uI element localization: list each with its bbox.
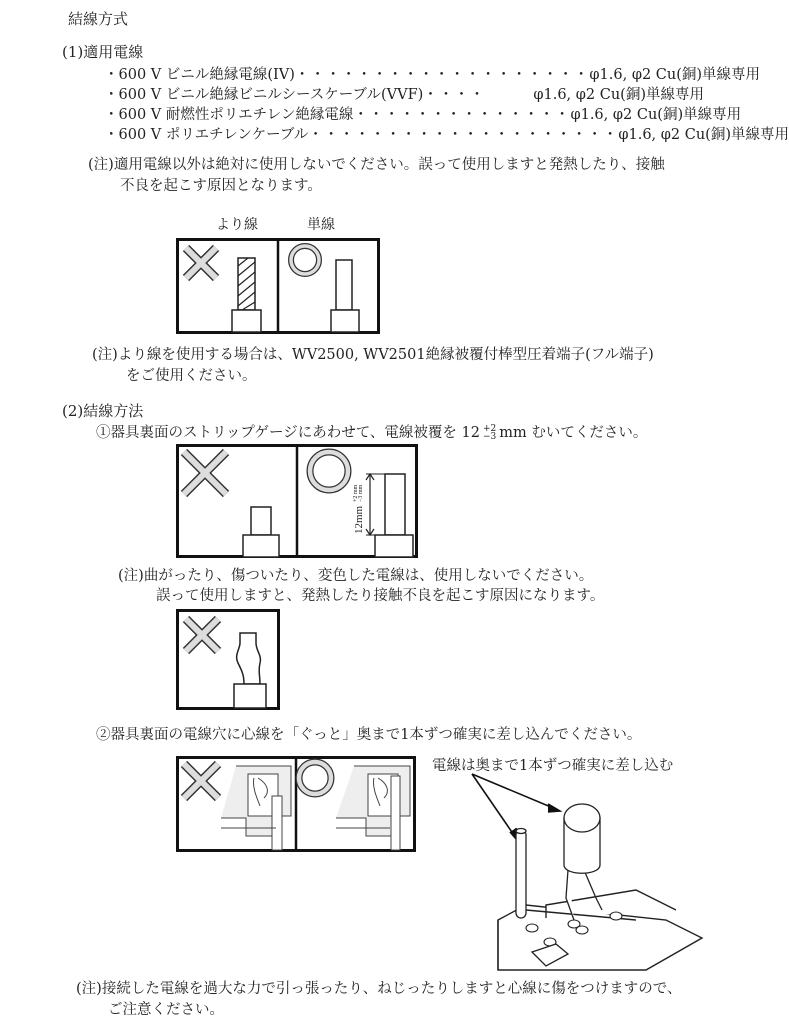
wire-name: ・600 V ビニル絶縁電線(IV): [104, 67, 295, 83]
note-pulling-force: (注)接続した電線を過大な力で引っ張ったり、ねじったりしますと心線に傷をつけますので、: [76, 981, 682, 997]
wire-item: [104, 63, 761, 83]
step1-suffix: mm むいてください。: [499, 425, 648, 441]
wire-spec: φ1.6, φ2 Cu(銅)単線専用: [533, 87, 704, 103]
note-pulling-force-cont: ご注意ください。: [108, 1002, 224, 1018]
leader-dots: ・・・・・・・・・・・・・・・・・・・: [294, 67, 590, 83]
note-stranded-terminal-cont: をご使用ください。: [126, 368, 257, 384]
step1-text: ①器具裏面のストリップゲージにあわせて、電線被覆を 12: [96, 425, 480, 441]
figure-insertion-illustration: [466, 770, 706, 970]
leader-dots: ・・・・・・・・・・・・・・: [353, 107, 571, 123]
wire-spec: φ1.6, φ2 Cu(銅)単線専用: [570, 107, 742, 123]
wire-spec: φ1.6, φ2 Cu(銅)単線専用: [618, 127, 789, 143]
wire-name: ・600 V 耐燃性ポリエチレン絶縁電線: [104, 107, 354, 123]
note-damaged-wire-cont: 誤って使用しますと、発熱したり接触不良を起こす原因になります。: [156, 588, 605, 604]
figure-stranded-vs-solid: [176, 238, 380, 334]
wire-name: ・600 V ビニル絶縁ビニルシースケーブル(VVF): [104, 87, 424, 103]
arrow-head-icon: [548, 804, 560, 812]
dimension-label: 12mm: [353, 505, 365, 534]
tolerance-minus: −3: [482, 432, 497, 442]
figure-bent-wire: [176, 609, 280, 710]
step1-instruction: [96, 421, 647, 442]
step2-instruction: ②器具裏面の電線穴に心線を「ぐっと」奥まで1本ずつ確実に差し込んでください。: [96, 727, 642, 743]
page-title: 結線方式: [68, 10, 129, 28]
leader-dots: ・・・・: [423, 87, 486, 103]
wire-item: [104, 123, 789, 143]
note-damaged-wire: (注)曲がったり、傷ついたり、変色した電線は、使用しないでください。: [118, 568, 594, 584]
wire-spec: φ1.6, φ2 Cu(銅)単線専用: [589, 67, 761, 83]
note-applicable-wire-cont: 不良を起こす原因となります。: [120, 178, 322, 194]
dimension-tolerance: +2 mm: [353, 484, 359, 502]
wire-name: ・600 V ポリエチレンケーブル: [104, 127, 309, 143]
insertion-callout: 電線は奥まで1本ずつ確実に差し込む: [432, 758, 674, 774]
wire-item: [104, 83, 704, 103]
label-stranded: より線: [216, 217, 258, 233]
note-applicable-wire: (注)適用電線以外は絶対に使用しないでください。誤って使用しますと発熱したり、接触: [88, 157, 665, 173]
section1-heading: (1)適用電線: [62, 43, 144, 61]
svg-text:−3 mm: −3 mm: [358, 484, 364, 502]
figure-insertion-section: [176, 756, 416, 852]
note-stranded-terminal: (注)より線を使用する場合は、WV2500, WV2501絶縁被覆付棒型圧着端子(フル端子): [92, 347, 654, 363]
straight-wire-icon: [516, 829, 526, 919]
section2-heading: (2)結線方法: [62, 402, 144, 420]
leader-dots: ・・・・・・・・・・・・・・・・・・・・: [308, 127, 619, 143]
wire-item: [104, 103, 742, 123]
wire-list: [104, 63, 789, 143]
tolerance-plus: +2: [482, 424, 497, 434]
tolerance: [483, 425, 496, 441]
figure-strip-length: [176, 444, 418, 558]
label-solid: 単線: [307, 217, 335, 233]
